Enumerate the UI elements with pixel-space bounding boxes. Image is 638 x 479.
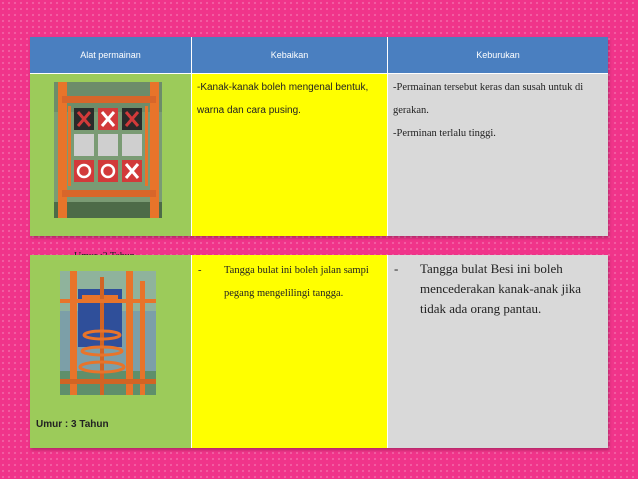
keburukan-text-2: -Perminan terlalu tinggi. xyxy=(393,128,496,139)
table-header-row xyxy=(30,37,608,73)
bullet: - xyxy=(198,265,202,276)
table-row-1 xyxy=(30,74,608,236)
keburukan-cell-1 xyxy=(388,74,608,236)
header-alat-permainan: Alat permainan xyxy=(30,37,192,73)
keburukan-text-1: -Permainan tersebut keras dan susah untuk di gerakan. xyxy=(393,82,584,116)
equipment-cell-2 xyxy=(30,255,192,448)
keburukan-text: Tangga bulat Besi ini boleh mencederakan kanak-anak jika tidak ada orang pantau. xyxy=(420,261,581,316)
kebaikan-text: Tangga bulat ini boleh jalan sampi pegang mengelilingi tangga. xyxy=(224,265,369,299)
spiral-ladder-photo xyxy=(60,271,156,395)
comparison-table-1 xyxy=(30,37,608,236)
comparison-table-2 xyxy=(30,255,608,448)
header-keburukan: Keburukan xyxy=(476,50,520,60)
kebaikan-cell-2 xyxy=(192,255,388,448)
header-kebaikan: Kebaikan xyxy=(192,37,388,73)
kebaikan-text: -Kanak-kanak boleh mengenal bentuk, warna dan cara pusing. xyxy=(197,82,369,116)
age-caption: Umur : 3 Tahun xyxy=(36,419,109,430)
bullet: - xyxy=(394,261,399,276)
tic-tac-toe-spinner-photo xyxy=(54,82,162,218)
keburukan-cell-2 xyxy=(388,255,608,448)
equipment-cell-1 xyxy=(30,74,192,236)
kebaikan-cell-1 xyxy=(192,74,388,236)
table-row-2 xyxy=(30,255,608,448)
